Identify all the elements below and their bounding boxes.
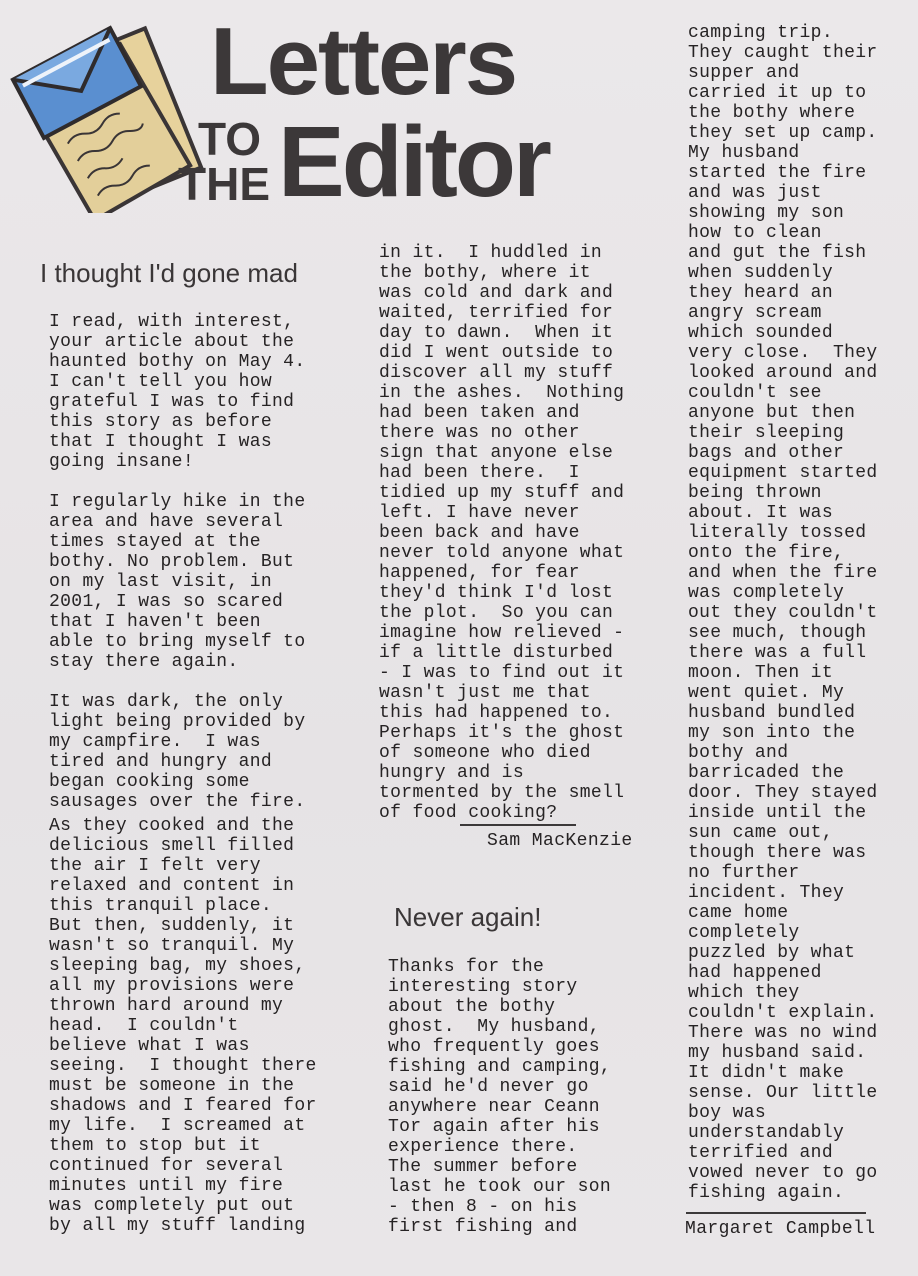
letter2-signature: Margaret Campbell: [685, 1219, 876, 1239]
letter2-signature-rule: [686, 1212, 866, 1214]
masthead-title-to: TO: [198, 113, 262, 165]
letter1-paragraph-4: As they cooked and the delicious smell filled the air I felt very relaxed and content in this tranquil place. But then, suddenly, it wasn't so tranquil. My sleeping bag, my shoes, all my provisions were thrown hard around my head. I couldn't believe what I was seeing. I thought there must be someone in the shadows and I feared for my life. I screamed at them to stop but it continued for several minutes until my fire was completely put out by all my stuff landing: [49, 816, 317, 1236]
masthead: [10, 8, 610, 218]
letter2-column-3: camping trip. They caught their supper and carried it up to the bothy where they set up camp. My husband started the fire and was just showing my son how to clean and gut the fish when suddenly they heard an angry scream which sounded very close. They looked around and couldn't see anyone but then their sleeping bags and other equipment started being thrown about. It was literally tossed onto the fire, and when the fire was completely out they couldn't see much, though there was a full moon. Then it went quiet. My husband bundled my son into the bothy and barricaded the door. They stayed inside until the sun came out, though there was no further incident. They came home completely puzzled by what had happened which they couldn't explain. There was no wind my husband said. It didn't make sense. Our little boy was understandably terrified and vowed never to go fishing again.: [688, 23, 878, 1203]
letter1-paragraph-3: It was dark, the only light being provided by my campfire. I was tired and hungry and began cooking some sausages over the fire.: [49, 692, 306, 812]
letter1-paragraph-1: I read, with interest, your article about the haunted bothy on May 4. I can't tell you how grateful I was to find this story as before that I thought I was going insane!: [49, 312, 306, 472]
letter1-column-2: in it. I huddled in the bothy, where it was cold and dark and waited, terrified for day to dawn. When it did I went outside to discover all my stuff in the ashes. Nothing had been taken and there was no other sign that anyone else had been there. I tidied up my stuff and left. I have never been back and have never told anyone what happened, for fear they'd think I'd lost the plot. So you can imagine how relieved - if a little disturbed - I was to find out it wasn't just me that this had happened to. Perhaps it's the ghost of someone who died hungry and is tormented by the smell of food cooking?: [379, 243, 625, 823]
letter2-headline: Never again!: [394, 902, 542, 932]
letter1-paragraph-2: I regularly hike in the area and have several times stayed at the bothy. No problem. But on my last visit, in 2001, I was so scared that I haven't been able to bring myself to stay there again.: [49, 492, 306, 672]
masthead-title-editor: Editor: [278, 106, 549, 218]
letter1-headline: I thought I'd gone mad: [40, 258, 298, 288]
letter1-signature-rule: [460, 824, 576, 826]
masthead-title-the: THE: [178, 158, 270, 210]
masthead-title-letters: Letters: [210, 8, 517, 115]
letter1-signature: Sam MacKenzie: [487, 831, 633, 851]
letter2-column-2: Thanks for the interesting story about the bothy ghost. My husband, who frequently goes fishing and camping, said he'd never go anywhere near Ceann Tor again after his experience there. The summer before last he took our son - then 8 - on his first fishing and: [388, 957, 612, 1237]
